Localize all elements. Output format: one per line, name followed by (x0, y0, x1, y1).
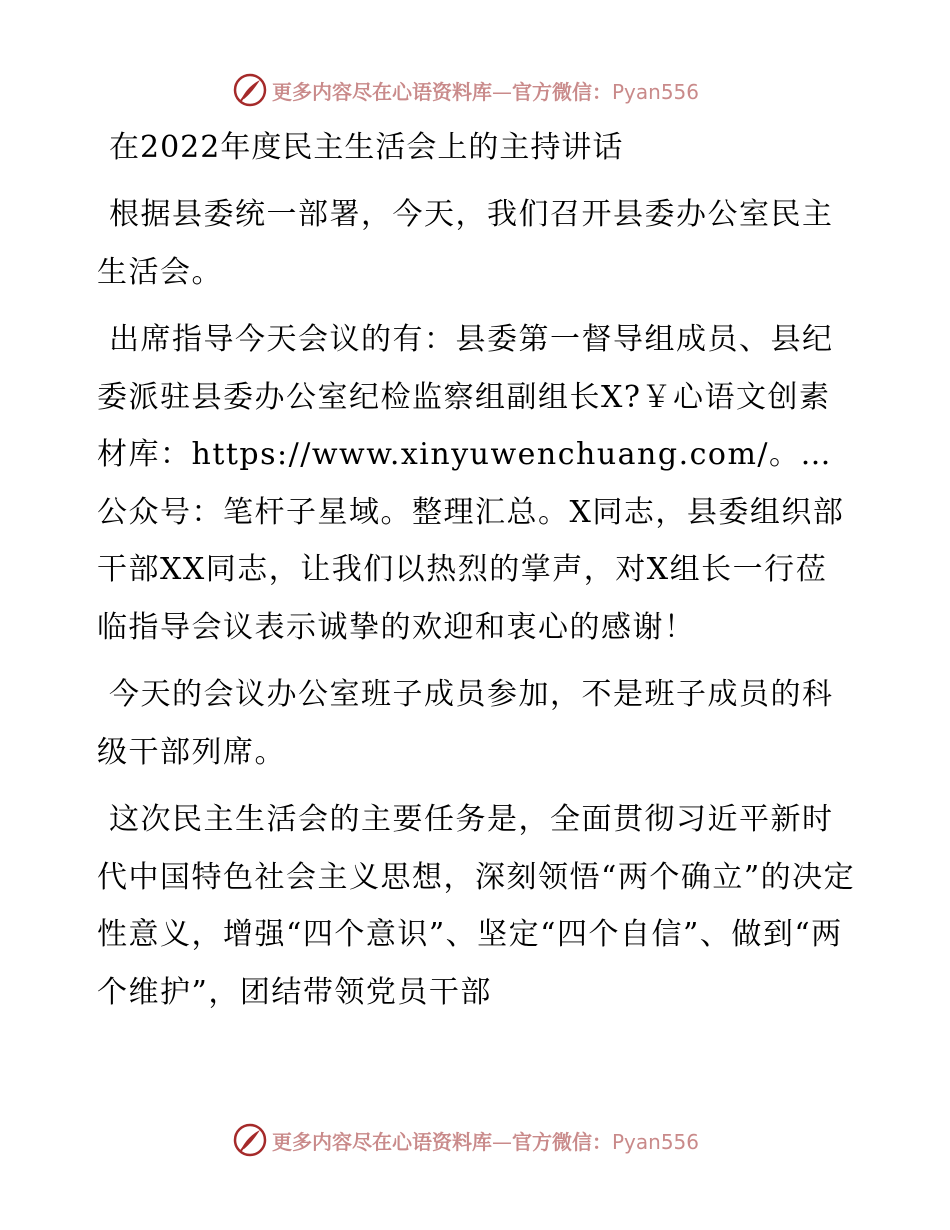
quill-logo-icon (232, 1122, 268, 1158)
paragraph-4: 这次民主生活会的主要任务是，全面贯彻习近平新时代中国特色社会主义思想，深刻领悟“两个确立”的决定性意义，增强“四个意识”、坚定“四个自信”、做到“两个维护”，团结带领党员干部 (97, 802, 856, 1010)
watermark-header (232, 70, 699, 110)
paragraph-1: 根据县委统一部署，今天，我们召开县委办公室民主生活会。 (97, 197, 834, 290)
watermark-footer (232, 1120, 699, 1160)
document-title: 在2022年度民主生活会上的主持讲话 (109, 130, 624, 165)
paragraph-3: 今天的会议办公室班子成员参加，不是班子成员的科级干部列席。 (97, 677, 834, 770)
document-body (97, 126, 857, 1031)
paragraph-2: 出席指导今天会议的有：县委第一督导组成员、县纪委派驻县委办公室纪检监察组副组长X?￥心语文创素材库：https://www.xinyuwenchuang.com/。…公众号：笔杆子星域。整理汇总。X同志，县委组织部干部XX同志，让我们以热烈的掌声，对X组长一行莅临指导会议表示诚挚的欢迎和衷心的感谢！ (97, 322, 845, 645)
quill-logo-icon (232, 72, 268, 108)
watermark-text: 更多内容尽在心语资料库—官方微信：Pyan556 (272, 1129, 700, 1154)
watermark-text: 更多内容尽在心语资料库—官方微信：Pyan556 (272, 79, 700, 104)
